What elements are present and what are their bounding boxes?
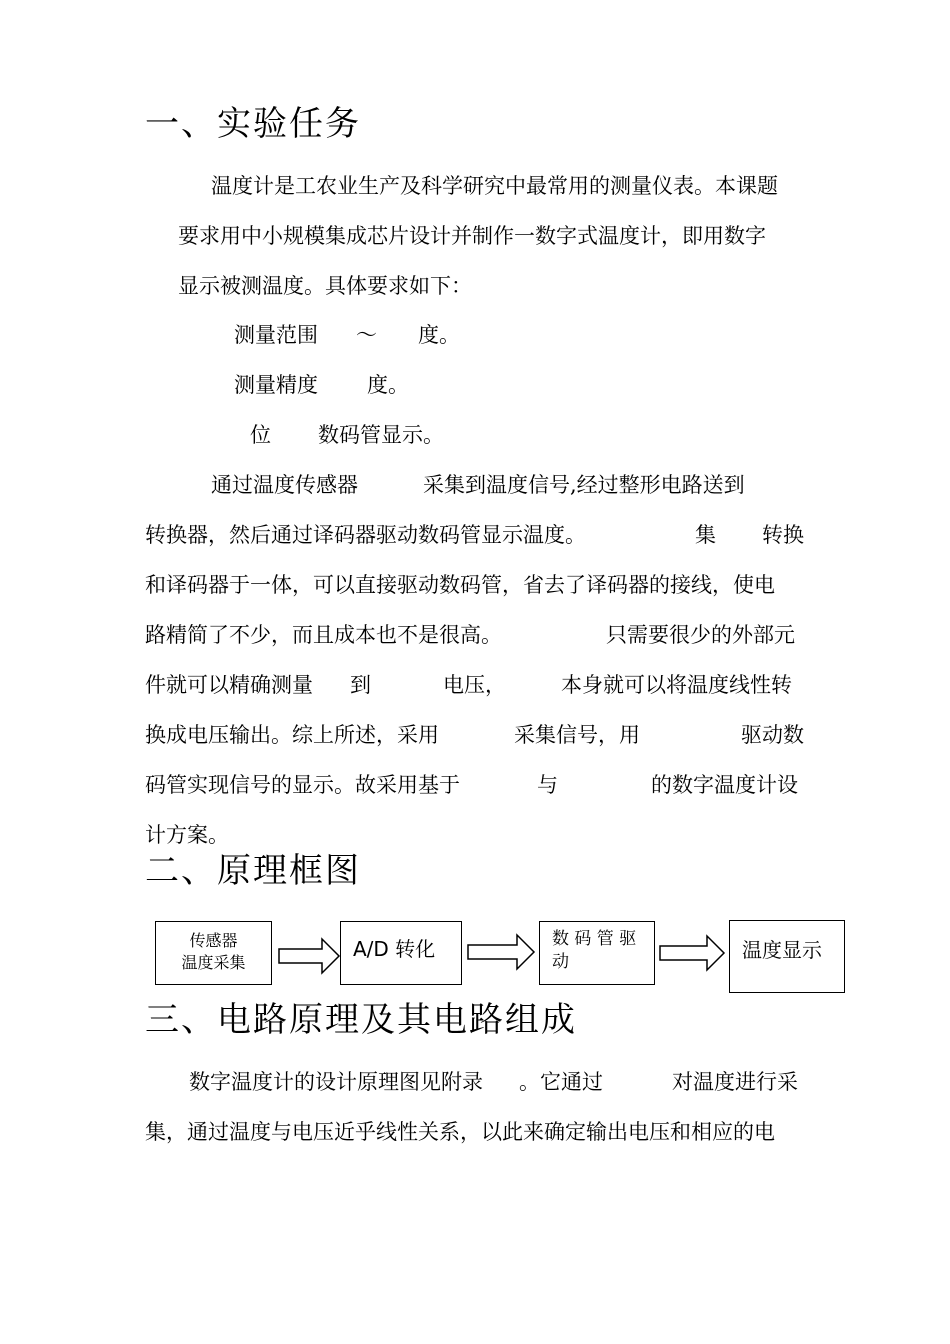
paragraph-1-line-3: 显示被测温度。具体要求如下：	[178, 274, 472, 298]
paragraph-2-line-8: 计方案。	[145, 823, 229, 847]
requirement-range-label: 测量范围	[234, 323, 318, 347]
section-3-line-2: 集，通过温度与电压近乎线性关系，以此来确定输出电压和相应的电	[145, 1120, 775, 1144]
paragraph-2-line-4b: 只需要很少的外部元	[606, 623, 795, 647]
section-3-line-1a: 数字温度计的设计原理图见附录	[189, 1070, 483, 1094]
paragraph-2-line-7a: 码管实现信号的显示。故采用基于	[145, 773, 460, 797]
paragraph-2-line-1a: 通过温度传感器	[211, 473, 358, 497]
paragraph-2-line-4a: 路精简了不少，而且成本也不是很高。	[145, 623, 502, 647]
paragraph-2-line-5c: 电压，	[443, 673, 506, 697]
block-sensor-line-1: 传感器	[189, 931, 238, 950]
arrow-right-icon	[278, 938, 340, 974]
block-temperature-display	[729, 920, 845, 993]
paragraph-2-line-6b: 采集信号，用	[514, 723, 640, 747]
paragraph-1-line-2: 要求用中小规模集成芯片设计并制作一数字式温度计，即用数字	[178, 224, 766, 248]
paragraph-2-line-3: 和译码器于一体，可以直接驱动数码管，省去了译码器的接线，使电	[145, 573, 775, 597]
block-temperature-display-label: 温度显示	[742, 938, 822, 962]
block-sensor-line-2: 温度采集	[181, 952, 246, 972]
section-3-line-1c: 对温度进行采	[672, 1070, 798, 1094]
arrow-right-icon	[467, 934, 535, 970]
arrow-right-icon	[659, 935, 725, 971]
paragraph-2-line-5b: 到	[350, 673, 371, 697]
requirement-range-unit: 度。	[418, 323, 460, 347]
block-ad-converter	[340, 921, 462, 985]
paragraph-2-line-2b: 集	[695, 523, 716, 547]
paragraph-2-line-7b: 与	[537, 773, 558, 797]
paragraph-2-line-6a: 换成电压输出。综上所述，采用	[145, 723, 439, 747]
block-ad-converter-label: A/D 转化	[353, 937, 436, 961]
paragraph-1-line-1: 温度计是工农业生产及科学研究中最常用的测量仪表。本课题	[211, 174, 778, 198]
section-2-heading: 二、原理框图	[145, 851, 361, 891]
section-3-line-1b: 。它通过	[519, 1070, 603, 1094]
paragraph-2-line-7c: 的数字温度计设	[651, 773, 798, 797]
section-1-heading: 一、实验任务	[145, 104, 361, 144]
block-display-driver	[539, 921, 655, 985]
requirement-precision-unit: 度。	[367, 373, 409, 397]
paragraph-2-line-2a: 转换器，然后通过译码器驱动数码管显示温度。	[145, 523, 586, 547]
block-display-driver-line-1: 数 码 管 驱	[552, 929, 637, 949]
block-display-driver-line-2: 动	[552, 951, 569, 972]
requirement-digits-text: 数码管显示。	[318, 423, 444, 447]
paragraph-2-line-5a: 件就可以精确测量	[145, 673, 313, 697]
requirement-digits-label: 位	[250, 423, 271, 447]
paragraph-2-line-1b: 采集到温度信号,经过整形电路送到	[423, 473, 745, 497]
requirement-range-tilde: ～	[356, 323, 377, 347]
requirement-precision-label: 测量精度	[234, 373, 318, 397]
block-sensor	[155, 921, 272, 985]
section-3-heading: 三、电路原理及其电路组成	[145, 1000, 577, 1040]
paragraph-2-line-2c: 转换	[762, 523, 804, 547]
paragraph-2-line-5d: 本身就可以将温度线性转	[561, 673, 792, 697]
paragraph-2-line-6c: 驱动数	[741, 723, 804, 747]
